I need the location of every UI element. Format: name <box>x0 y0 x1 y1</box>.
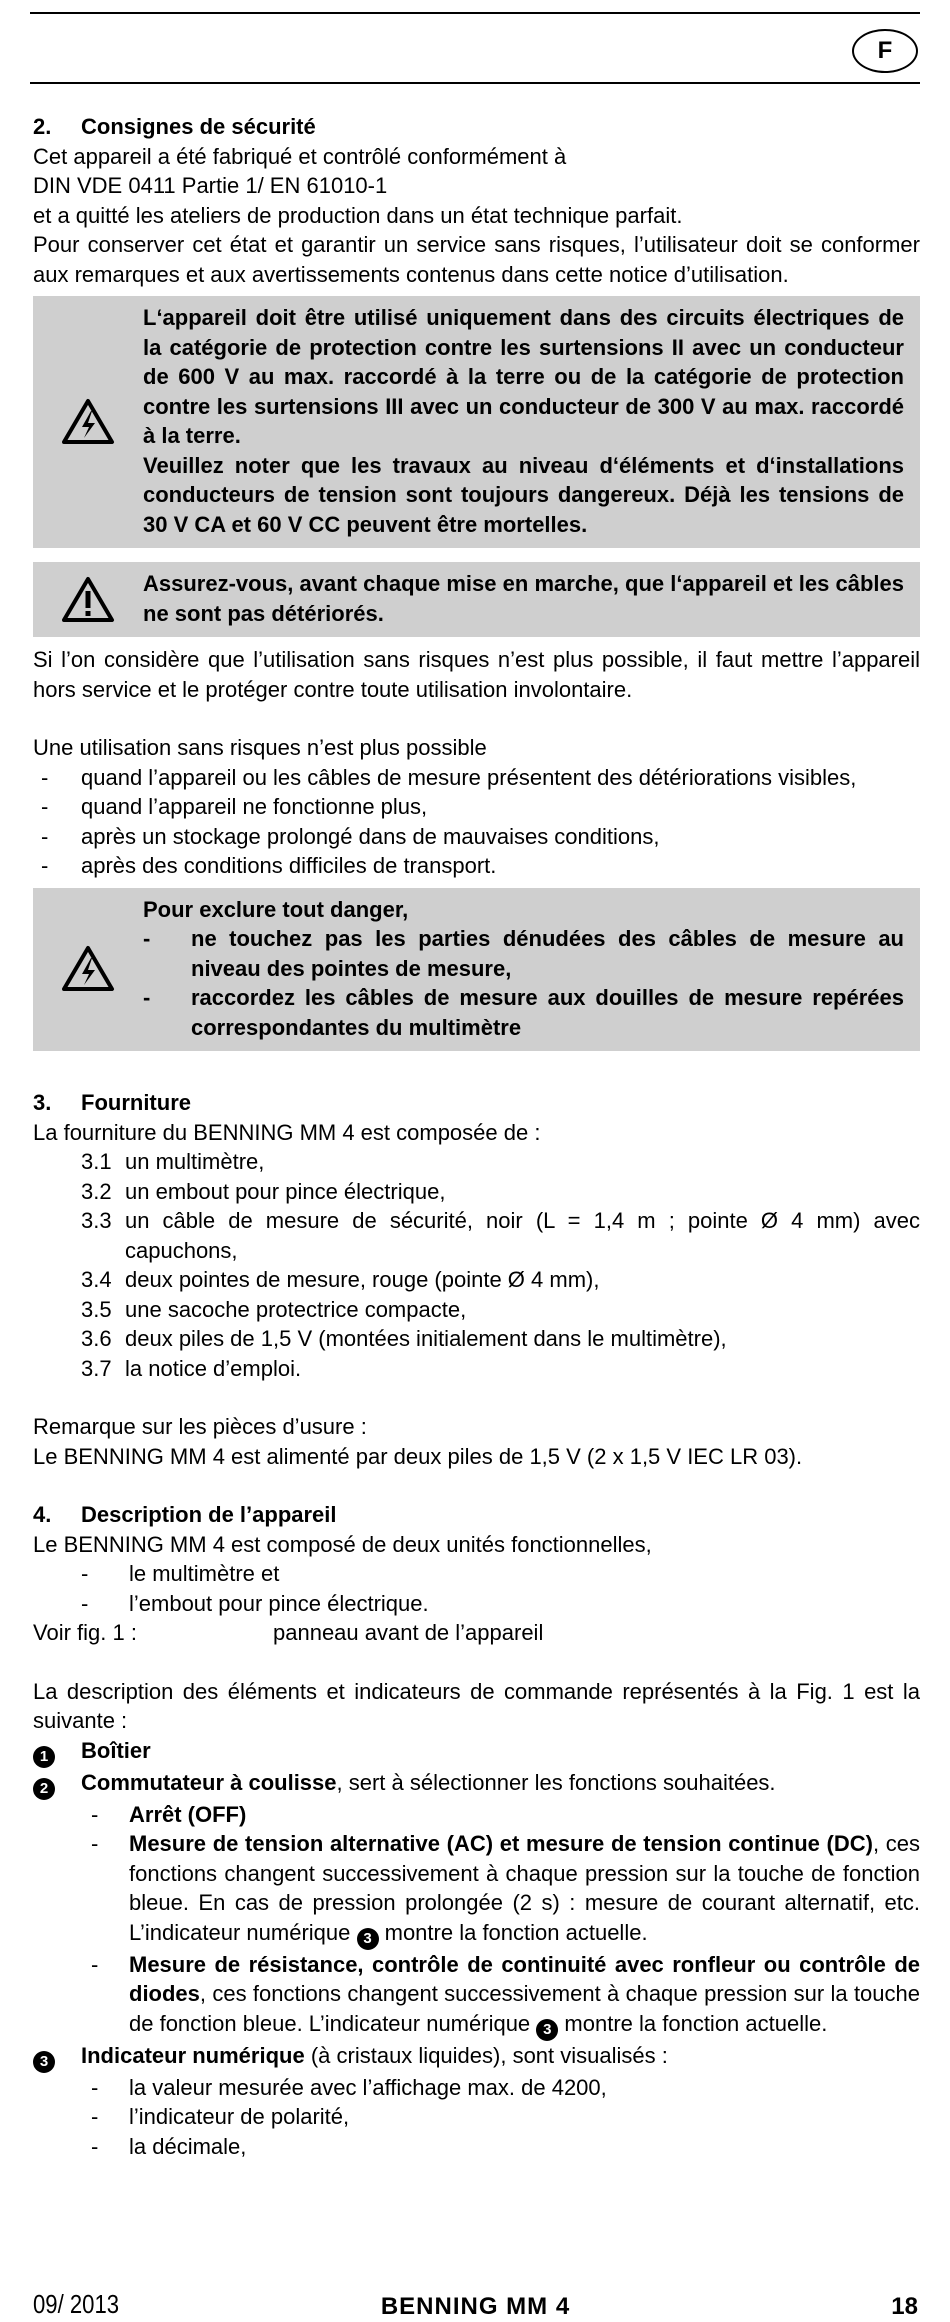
warning-1-text-b: Veuillez noter que les travaux au niveau d‘éléments et d‘installations conducteurs de tension sont toujours dangereux. Déjà les tensions de 30 V CA et 60 V CC peuvent être mortelles. <box>143 452 904 537</box>
list-item: - après un stockage prolongé dans de mauvaises conditions, <box>41 823 660 849</box>
page-content <box>33 112 920 2161</box>
list-item: - le multimètre et <box>81 1561 280 1586</box>
section-4-heading: 4. Description de l’appareil <box>33 1502 337 1527</box>
element-1: 1 Boîtier <box>33 1736 920 1768</box>
list-item: - quand l’appareil ou les câbles de mesure présentent des détériorations visibles, <box>41 764 857 790</box>
sub-item: - Mesure de tension alternative (AC) et mesure de tension continue (DC), ces fonctions changent successivement à chaque pression sur la touche de fonction bleue. En cas de pression prolongée (2 s) : mesure de courant alternatif, etc. L’indicateur numérique 3 montre la fonction actuelle. <box>33 1829 920 1950</box>
section-3-heading: 3. Fourniture <box>33 1090 191 1115</box>
s2-risk-paragraph: Si l’on considère que l’utilisation sans risques n’est plus possible, il faut mettre l’appareil hors service et le protéger contre toute utilisation involontaire. <box>33 647 920 702</box>
footer-brand: BENNING MM 4 <box>380 2293 571 2320</box>
s4-description: La description des éléments et indicateurs de commande représentés à la Fig. 1 est la suivante : <box>33 1678 920 1733</box>
s3-intro: La fourniture du BENNING MM 4 est composée de : <box>33 1119 541 1145</box>
s4-intro: Le BENNING MM 4 est composé de deux unités fonctionnelles, <box>33 1531 652 1557</box>
warning-1-text-a: L‘appareil doit être utilisé uniquement dans des circuits électriques de la catégorie de protection contre les surtensions II avec un conducteur de 600 V au max. raccordé à la terre ou de la catégorie de protection contre les surtensions III avec un conducteur de 300 V au max. raccordé à la terre. <box>143 305 904 448</box>
number-3-badge: 3 <box>33 2051 55 2073</box>
list-item: - quand l’appareil ne fonctionne plus, <box>41 794 428 819</box>
list-item: 3.4 deux pointes de mesure, rouge (pointe Ø 4 mm), <box>81 1267 600 1292</box>
number-3-ref-badge: 3 <box>357 1928 379 1950</box>
high-voltage-icon <box>33 397 143 445</box>
list-item: 3.6 deux piles de 1,5 V (montées initialement dans le multimètre), <box>81 1326 727 1351</box>
number-2-badge: 2 <box>33 1778 55 1800</box>
s3-wear-text: Le BENNING MM 4 est alimenté par deux piles de 1,5 V (2 x 1,5 V IEC LR 03). <box>33 1443 803 1469</box>
list-item: 3.2 un embout pour pince électrique, <box>81 1178 446 1204</box>
caution-warning-box <box>33 562 920 637</box>
header-rule <box>30 82 920 84</box>
caution-exclamation-icon <box>33 575 143 623</box>
s2-intro-2: DIN VDE 0411 Partie 1/ EN 61010-1 <box>33 173 388 198</box>
danger-warning-box <box>33 888 920 1052</box>
element-3: 3 Indicateur numérique (à cristaux liquides), sont visualisés : <box>33 2041 920 2073</box>
list-item: - l’embout pour pince électrique. <box>81 1590 429 1616</box>
list-item: - après des conditions difficiles de transport. <box>41 853 497 878</box>
element-2: 2 Commutateur à coulisse, sert à sélectionner les fonctions souhaitées. <box>33 1768 920 1800</box>
warning-2-text: Assurez-vous, avant chaque mise en marche, que l‘appareil et les câbles ne sont pas détériorés. <box>143 571 904 626</box>
list-item: 3.7 la notice d’emploi. <box>81 1355 302 1381</box>
s2-intro-4: Pour conserver cet état et garantir un service sans risques, l’utilisateur doit se conformer aux remarques et aux avertissements contenus dans cette notice d’utilisation. <box>33 232 920 287</box>
fig-reference: Voir fig. 1 : panneau avant de l’appareil <box>33 1620 544 1645</box>
page-number: 18 <box>891 2293 918 2320</box>
high-voltage-icon <box>33 944 143 992</box>
warning-3-item: - ne touchez pas les parties dénudées des câbles de mesure au niveau des pointes de mesure, <box>143 926 904 981</box>
sub-item: - Arrêt (OFF) <box>91 1801 247 1827</box>
warning-3-title: Pour exclure tout danger, <box>143 896 409 922</box>
s2-list-intro: Une utilisation sans risques n’est plus possible <box>33 735 487 760</box>
number-1-badge: 1 <box>33 1746 55 1768</box>
sub-item: - l’indicateur de polarité, <box>91 2104 350 2129</box>
list-item: 3.3 un câble de mesure de sécurité, noir (L = 1,4 m ; pointe Ø 4 mm) avec capuchons, <box>81 1208 920 1263</box>
s2-intro-3: et a quitté les ateliers de production dans un état technique parfait. <box>33 202 683 228</box>
sub-item: - la décimale, <box>91 2133 247 2159</box>
s2-intro-1: Cet appareil a été fabriqué et contrôlé conformément à <box>33 143 567 169</box>
number-3-ref-badge: 3 <box>536 2019 558 2041</box>
s3-wear-title: Remarque sur les pièces d’usure : <box>33 1414 367 1439</box>
footer-date: 09/ 2013 <box>33 2289 120 2319</box>
language-badge: F <box>852 29 918 73</box>
warning-3-item: - raccordez les câbles de mesure aux douilles de mesure repérées correspondantes du multimètre <box>143 985 904 1040</box>
page-footer <box>33 2290 918 2320</box>
top-rule <box>30 12 920 14</box>
sub-item: - la valeur mesurée avec l’affichage max. de 4200, <box>91 2074 607 2100</box>
list-item: 3.5 une sacoche protectrice compacte, <box>81 1296 467 1322</box>
list-item: 3.1 un multimètre, <box>81 1149 265 1174</box>
high-voltage-warning-box <box>33 296 920 548</box>
section-2-heading: 2. Consignes de sécurité <box>33 114 316 139</box>
sub-item: - Mesure de résistance, contrôle de continuité avec ronfleur ou contrôle de diodes, ces fonctions changent successivement à chaque pression sur la touche de fonction bleue. L’indicateur numérique 3 montre la fonction actuelle. <box>33 1950 920 2041</box>
